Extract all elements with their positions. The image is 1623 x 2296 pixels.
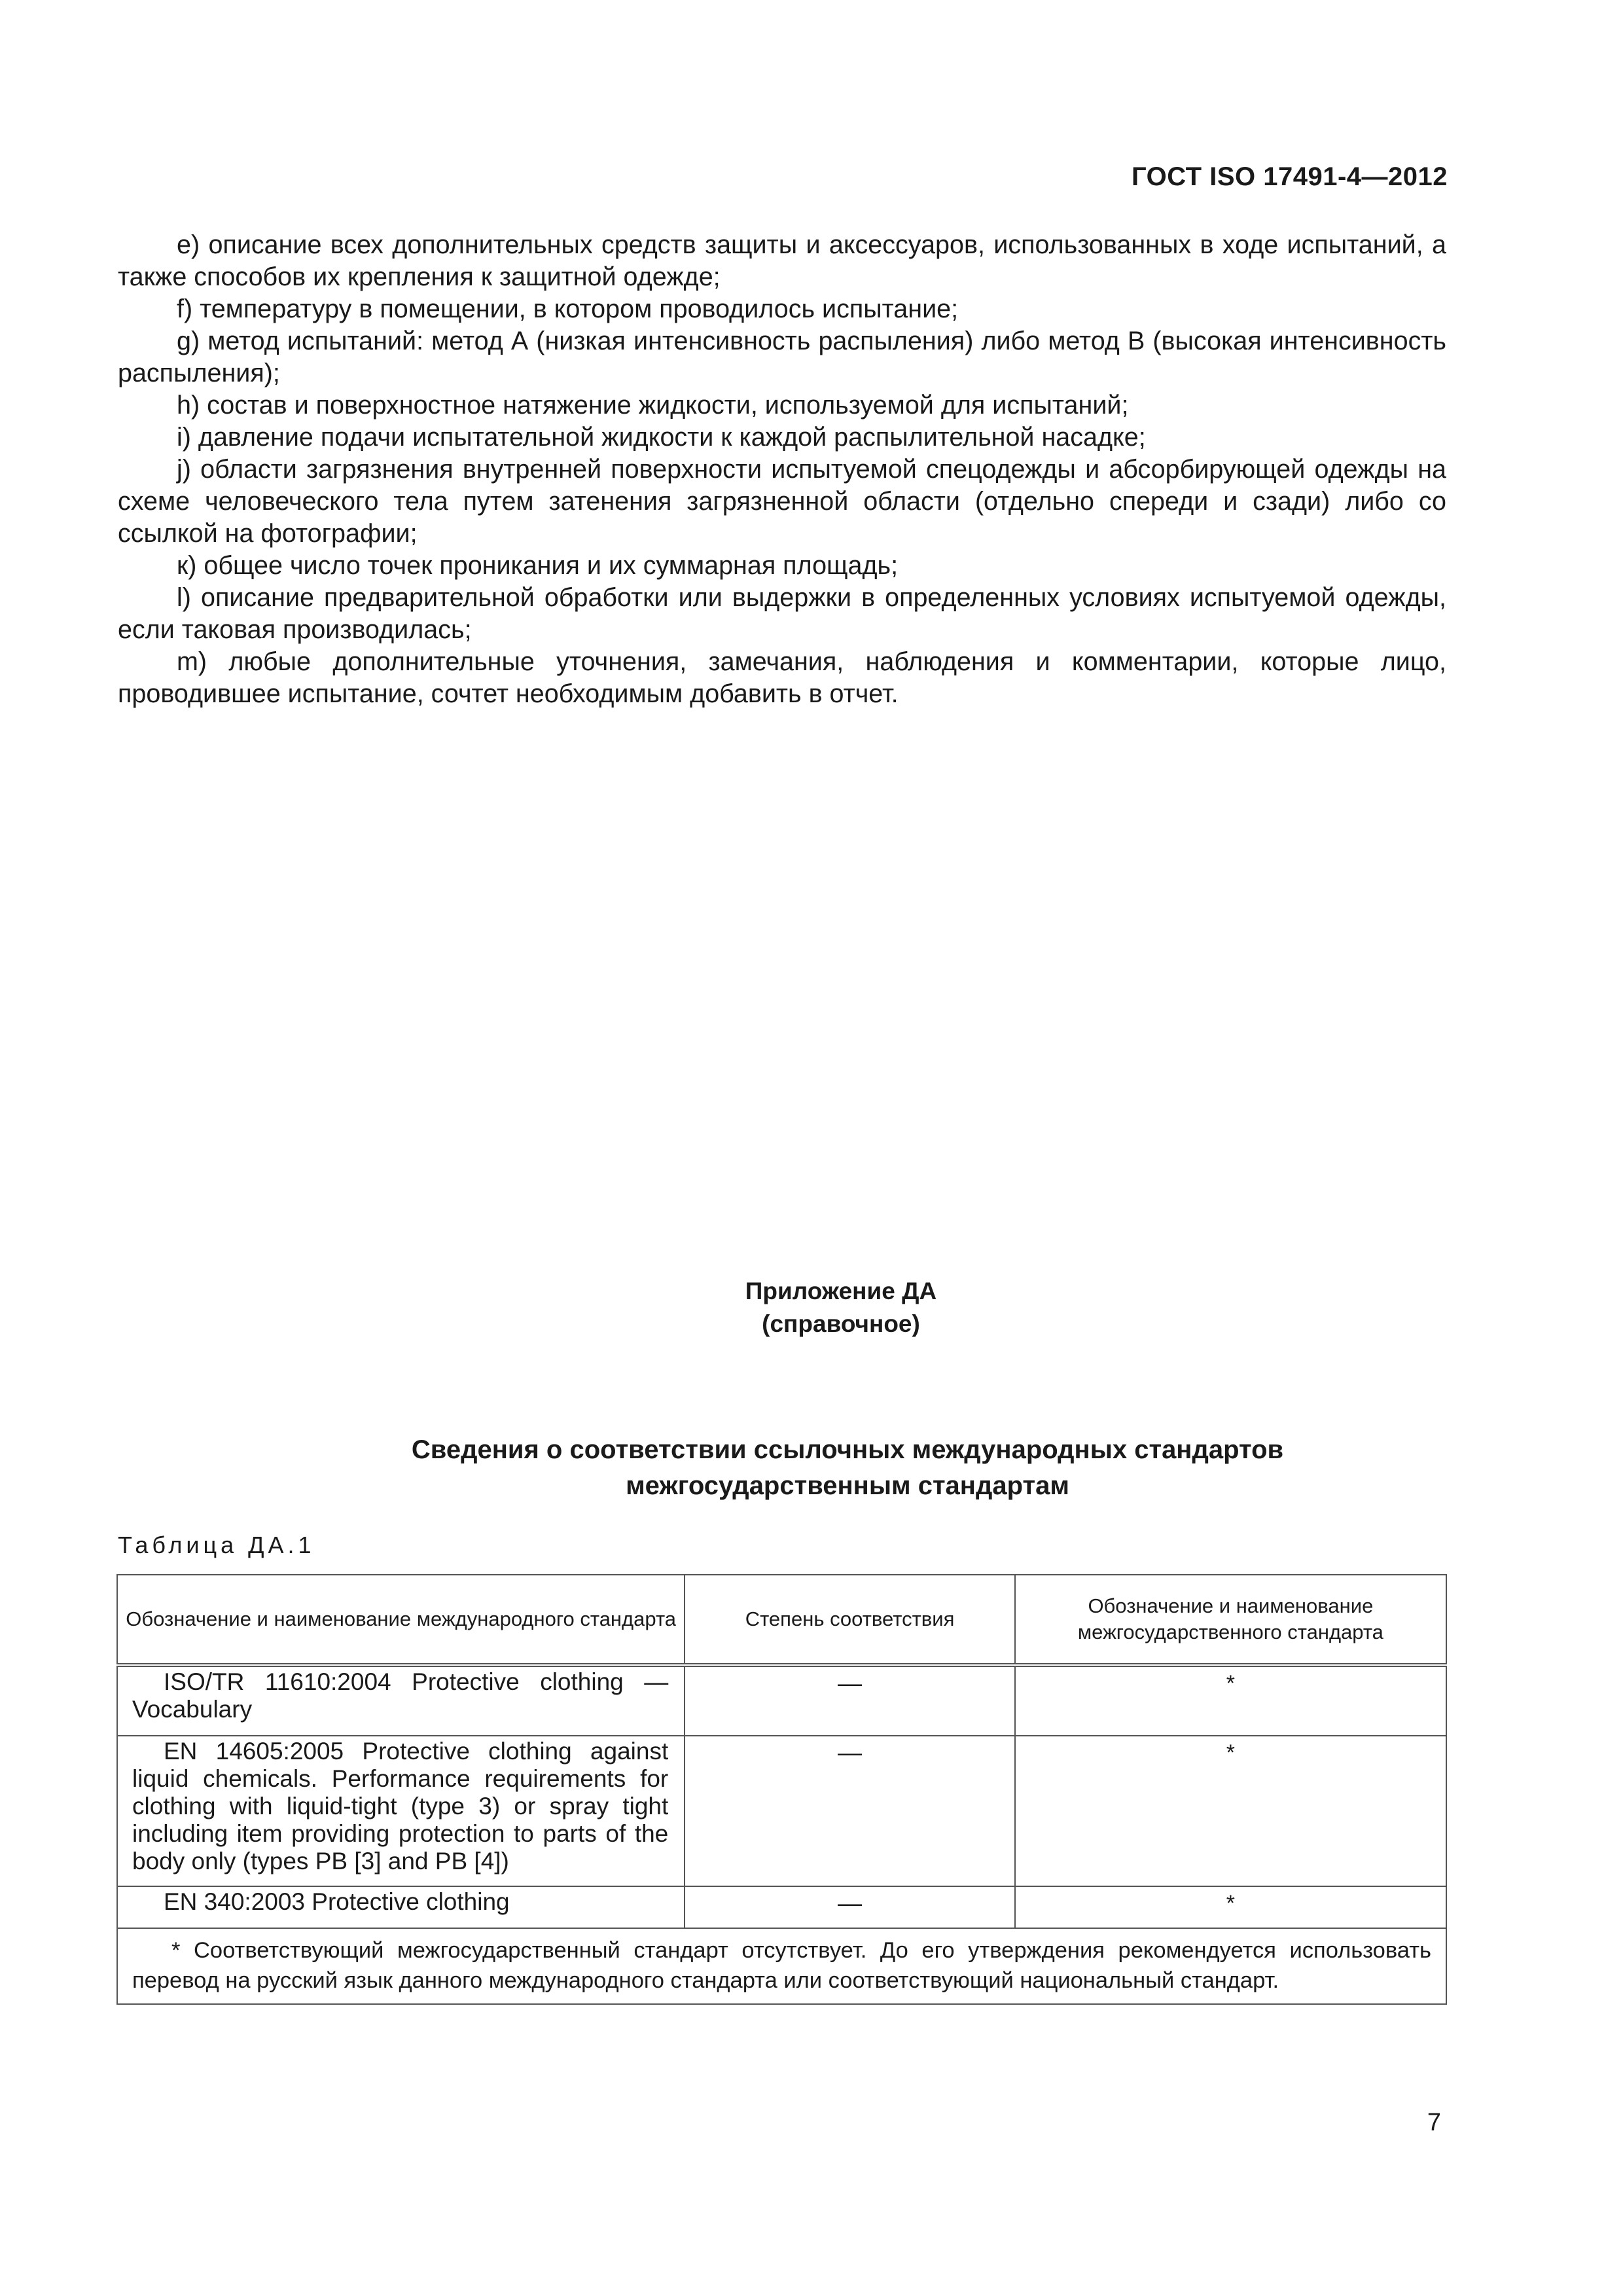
page-number: 7 [1427, 2109, 1441, 2136]
table-footnote: * Соответствующий межгосударственный стандарт отсутствует. До его утверждения рекомендуется использовать перевод на русский язык данного международного стандарта или соответствующий национальный стандарт. [117, 1928, 1446, 2004]
list-item: i) давление подачи испытательной жидкости к каждой распылительной насадке; [177, 423, 1146, 452]
report-requirements-list [118, 229, 1446, 710]
list-item: е) описание всех дополнительных средств защиты и аксессуаров, использованных в ходе испытаний, а также способов их крепления к защитной одежде; [118, 230, 1446, 291]
list-item: m) любые дополнительные уточнения, замечания, наблюдения и комментарии, которые лицо, проводившее испытание, сочтет необходимым добавить в отчет. [118, 647, 1446, 708]
list-item: к) общее число точек проникания и их суммарная площадь; [177, 551, 899, 580]
list-item: l) описание предварительной обработки или выдержки в определенных условиях испытуемой одежды, если таковая производилась; [118, 583, 1446, 644]
cell-degree: — [685, 1886, 1015, 1928]
cell-interstate-standard: * [1015, 1886, 1446, 1928]
header-international-standard: Обозначение и наименование международного стандарта [117, 1575, 685, 1665]
cell-interstate-standard: * [1015, 1665, 1446, 1736]
cell-interstate-standard: * [1015, 1736, 1446, 1886]
table-row [117, 1665, 1446, 1736]
cell-international-standard: EN 340:2003 Protective clothing [117, 1886, 685, 1928]
cell-international-standard: EN 14605:2005 Protective clothing against liquid chemicals. Performance requirements for clothing with liquid-tight (type 3) or spray tight including item providing protection to parts of the body only (types PB [3] and PB [4]) [117, 1736, 685, 1886]
table-footnote-row [117, 1928, 1446, 2004]
section-title-line: Сведения о соответствии ссылочных международных стандартов [411, 1435, 1284, 1464]
list-item: j) области загрязнения внутренней поверхности испытуемой спецодежды и абсорбирующей одежды на схеме человеческого тела путем затенения загрязненной области (отдельно спереди и сзади) либо со ссылкой на фотографии; [118, 455, 1446, 548]
list-item: f) температуру в помещении, в котором проводилось испытание; [177, 295, 959, 323]
standard-code: ГОСТ ISO 17491-4—2012 [1132, 162, 1448, 191]
table-header-row [117, 1575, 1446, 1665]
standards-table [116, 1574, 1447, 2005]
appendix-title: Приложение ДА [745, 1278, 937, 1304]
list-item: h) состав и поверхностное натяжение жидкости, используемой для испытаний; [177, 391, 1129, 420]
table-row [117, 1736, 1446, 1886]
list-item: g) метод испытаний: метод А (низкая интенсивность распыления) либо метод В (высокая интенсивность распыления); [118, 327, 1446, 387]
table-row [117, 1886, 1446, 1928]
header-interstate-standard: Обозначение и наименование межгосударственного стандарта [1015, 1575, 1446, 1665]
section-title-line: межгосударственным стандартам [626, 1471, 1069, 1500]
cell-degree: — [685, 1665, 1015, 1736]
appendix-heading [0, 1275, 1623, 1340]
appendix-subtitle: (справочное) [762, 1310, 920, 1337]
cell-international-standard: ISO/TR 11610:2004 Protective clothing — Vocabulary [117, 1665, 685, 1736]
table-caption: Таблица ДА.1 [118, 1532, 315, 1558]
section-title [0, 1432, 1623, 1504]
header-degree: Степень соответствия [685, 1575, 1015, 1665]
cell-degree: — [685, 1736, 1015, 1886]
